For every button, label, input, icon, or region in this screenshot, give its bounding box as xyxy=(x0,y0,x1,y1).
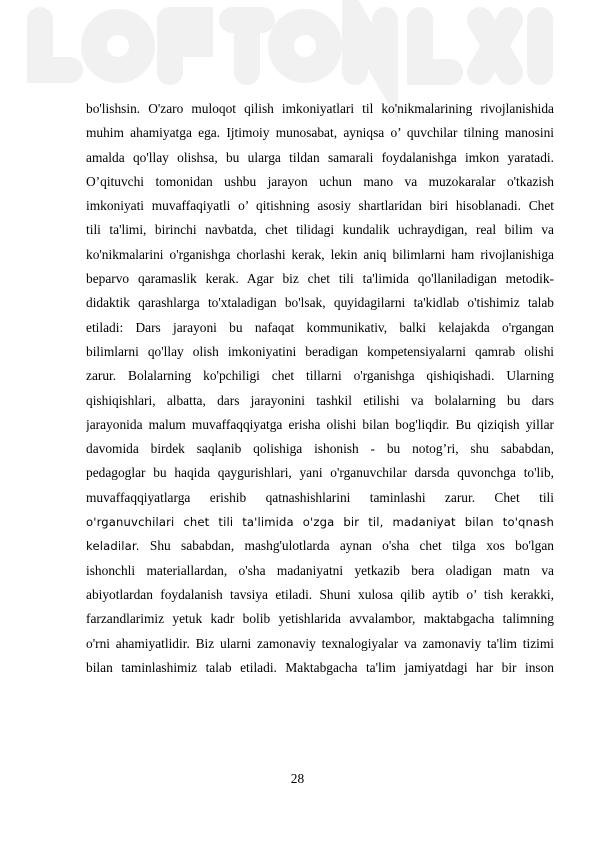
text-line: qishiqishlari, albatta, dars jarayonini tashkil etilishi va bolalarning bu dars xyxy=(86,392,554,408)
text-line: davomida birdek saqlanib qolishiga ishonish - bu notog’ri, shu sababdan, xyxy=(86,441,554,457)
text-line: muhim ahamiyatga ega. Ijtimoiy munosabat, ayniqsa o’ quvchilar tilning manosini xyxy=(86,125,554,141)
text-line: beparvo qaramaslik kerak. Agar biz chet tili ta'limida qo'llaniladigan metodik- xyxy=(86,271,554,287)
text-line: didaktik qarashlarga to'xtaladigan bo'lsak, quyidagilarni ta'kidlab o'tishimiz talab xyxy=(86,295,554,311)
text-line: O’qituvchi tomonidan ushbu jarayon uchun mano va muzokaralar o'tkazish xyxy=(86,173,554,189)
text-line: abiyotlardan foydalanish tavsiya etiladi. Shuni xulosa qilib aytib o’ tish kerakki, xyxy=(86,586,554,602)
text-line: ko'nikmalarini o'rganishga chorlashi kerak, lekin aniq bilimlarni ham rivojlanishiga xyxy=(86,246,554,262)
text-line: etiladi: Dars jarayoni bu nafaqat kommunikativ, balki kelajakda o'rgangan xyxy=(86,319,554,335)
text-line: bilimlarni qo'llay olish imkoniyatini beradigan kompetensiyalarni qamrab olishi xyxy=(86,343,554,359)
text-fragment-serif: Shu sababdan, mashg'ulotlarda aynan o'sha chet tilga xos bo'lgan xyxy=(139,538,554,554)
text-line: muvaffaqqiyatlarga erishib qatnashishlarini taminlashi zarur. Chet tili xyxy=(86,489,554,505)
text-fragment-sans: keladilar. xyxy=(86,539,140,554)
text-line: amalda qo'llay olishsa, bu ularga tildan samarali foydalanishga imkon yaratadi. xyxy=(86,149,554,165)
text-line-sans: o'rganuvchilari chet tili ta'limida o'zga bir til, madaniyat bilan to'qnash xyxy=(86,515,554,530)
text-line: zarur. Bolalarning ko'pchiligi chet tillarni o'rganishga qishiqishadi. Ularning xyxy=(86,368,554,384)
document-body xyxy=(86,97,554,680)
text-line: farzandlarimiz yetuk kadr bolib yetishlarida avvalambor, maktabgacha talimning xyxy=(86,611,554,627)
text-line: imkoniyati muvaffaqiyatli o’ qitishning asosiy shartlaridan biri hisoblanadi. Chet xyxy=(86,198,554,214)
text-line: ishonchli materiallardan, o'sha madaniyatni yetkazib bera oladigan matn va xyxy=(86,562,554,578)
page-number: 28 xyxy=(290,771,305,786)
text-line: bilan taminlashimiz talab etiladi. Maktabgacha ta'lim jamiyatdagi har bir inson xyxy=(86,659,554,675)
text-line-mixed xyxy=(86,534,554,558)
text-line: tili ta'limi, birinchi navbatda, chet tilidagi kundalik uchraydigan, real bilim va xyxy=(86,222,554,238)
text-line: o'rni ahamiyatlidir. Biz ularni zamonaviy texnalogiyalar va zamonaviy ta'lim tizimi xyxy=(86,635,554,651)
text-line: bo'lishsin. O'zaro muloqot qilish imkoniyatlari til ko'nikmalarining rivojlanishida xyxy=(86,101,554,116)
text-line: pedagoglar bu haqida qaygurishlari, yani o'rganuvchilar darsda quvonchga to'lib, xyxy=(86,465,554,481)
text-line: jarayonida malum muvaffaqqiyatga erisha olishi bilan bog'liqdir. Bu qiziqish yillar xyxy=(86,416,554,432)
